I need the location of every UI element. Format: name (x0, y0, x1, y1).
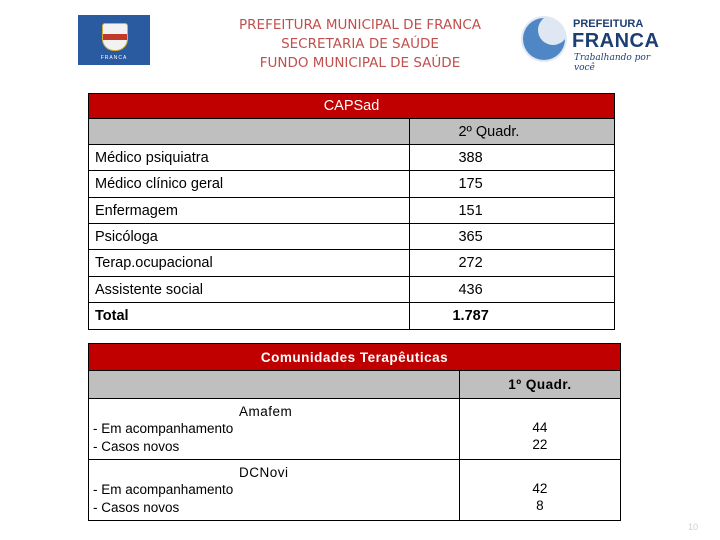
row-value: 272 (410, 250, 615, 277)
group-values (459, 460, 620, 521)
logo-line-1: PREFEITURA (573, 18, 644, 30)
total-value: 1.787 (410, 303, 615, 330)
group-line-2: - Casos novos (93, 499, 180, 515)
row-label: Médico psiquiatra (89, 145, 410, 171)
capsad-table (88, 93, 615, 330)
row-label: Médico clínico geral (89, 171, 410, 198)
group-line-1: - Em acompanhamento (93, 421, 234, 437)
row-label: Assistente social (89, 277, 410, 303)
group-value-1: 42 (532, 480, 548, 496)
flag-label: FRANCA (100, 55, 128, 61)
row-value: 436 (410, 277, 615, 303)
group-value-2: 8 (536, 498, 544, 513)
page-header (200, 16, 520, 73)
row-value: 388 (410, 145, 615, 171)
total-label: Total (89, 303, 410, 330)
group-value-2: 22 (532, 437, 548, 452)
header-line-3: FUNDO MUNICIPAL DE SAÚDE (259, 55, 461, 71)
header-line-1: PREFEITURA MUNICIPAL DE FRANCA (239, 17, 481, 33)
comunidades-table (88, 343, 621, 521)
row-value: 365 (410, 224, 615, 250)
coat-of-arms-icon (102, 23, 128, 51)
group-name: DCNovi (239, 464, 289, 480)
comunidades-blank-cell (89, 371, 460, 399)
prefeitura-franca-logo (518, 14, 660, 73)
group-line-1: - Em acompanhamento (93, 482, 234, 498)
row-label: Enfermagem (89, 198, 410, 224)
logo-tagline: Trabalhando por você (574, 53, 651, 73)
logo-line-2: FRANCA (572, 30, 660, 52)
row-value: 175 (410, 171, 615, 198)
group-cell (89, 399, 460, 460)
row-label: Psicóloga (89, 224, 410, 250)
capsad-period: 2º Quadr. (410, 119, 615, 145)
header-line-2: SECRETARIA DE SAÚDE (281, 36, 439, 52)
comunidades-title: Comunidades Terapêuticas (89, 344, 621, 371)
capsad-title: CAPSad (89, 94, 615, 119)
group-line-2: - Casos novos (93, 438, 180, 454)
group-name: Amafem (239, 403, 293, 419)
group-cell (89, 460, 460, 521)
page-number: 10 (687, 522, 698, 532)
group-values (459, 399, 620, 460)
capsad-blank-cell (89, 119, 410, 145)
row-label: Terap.ocupacional (89, 250, 410, 277)
franca-flag-logo (78, 15, 150, 65)
comunidades-period: 1º Quadr. (459, 371, 620, 399)
row-value: 151 (410, 198, 615, 224)
group-value-1: 44 (532, 419, 548, 435)
swirl-logo-icon (520, 15, 568, 63)
